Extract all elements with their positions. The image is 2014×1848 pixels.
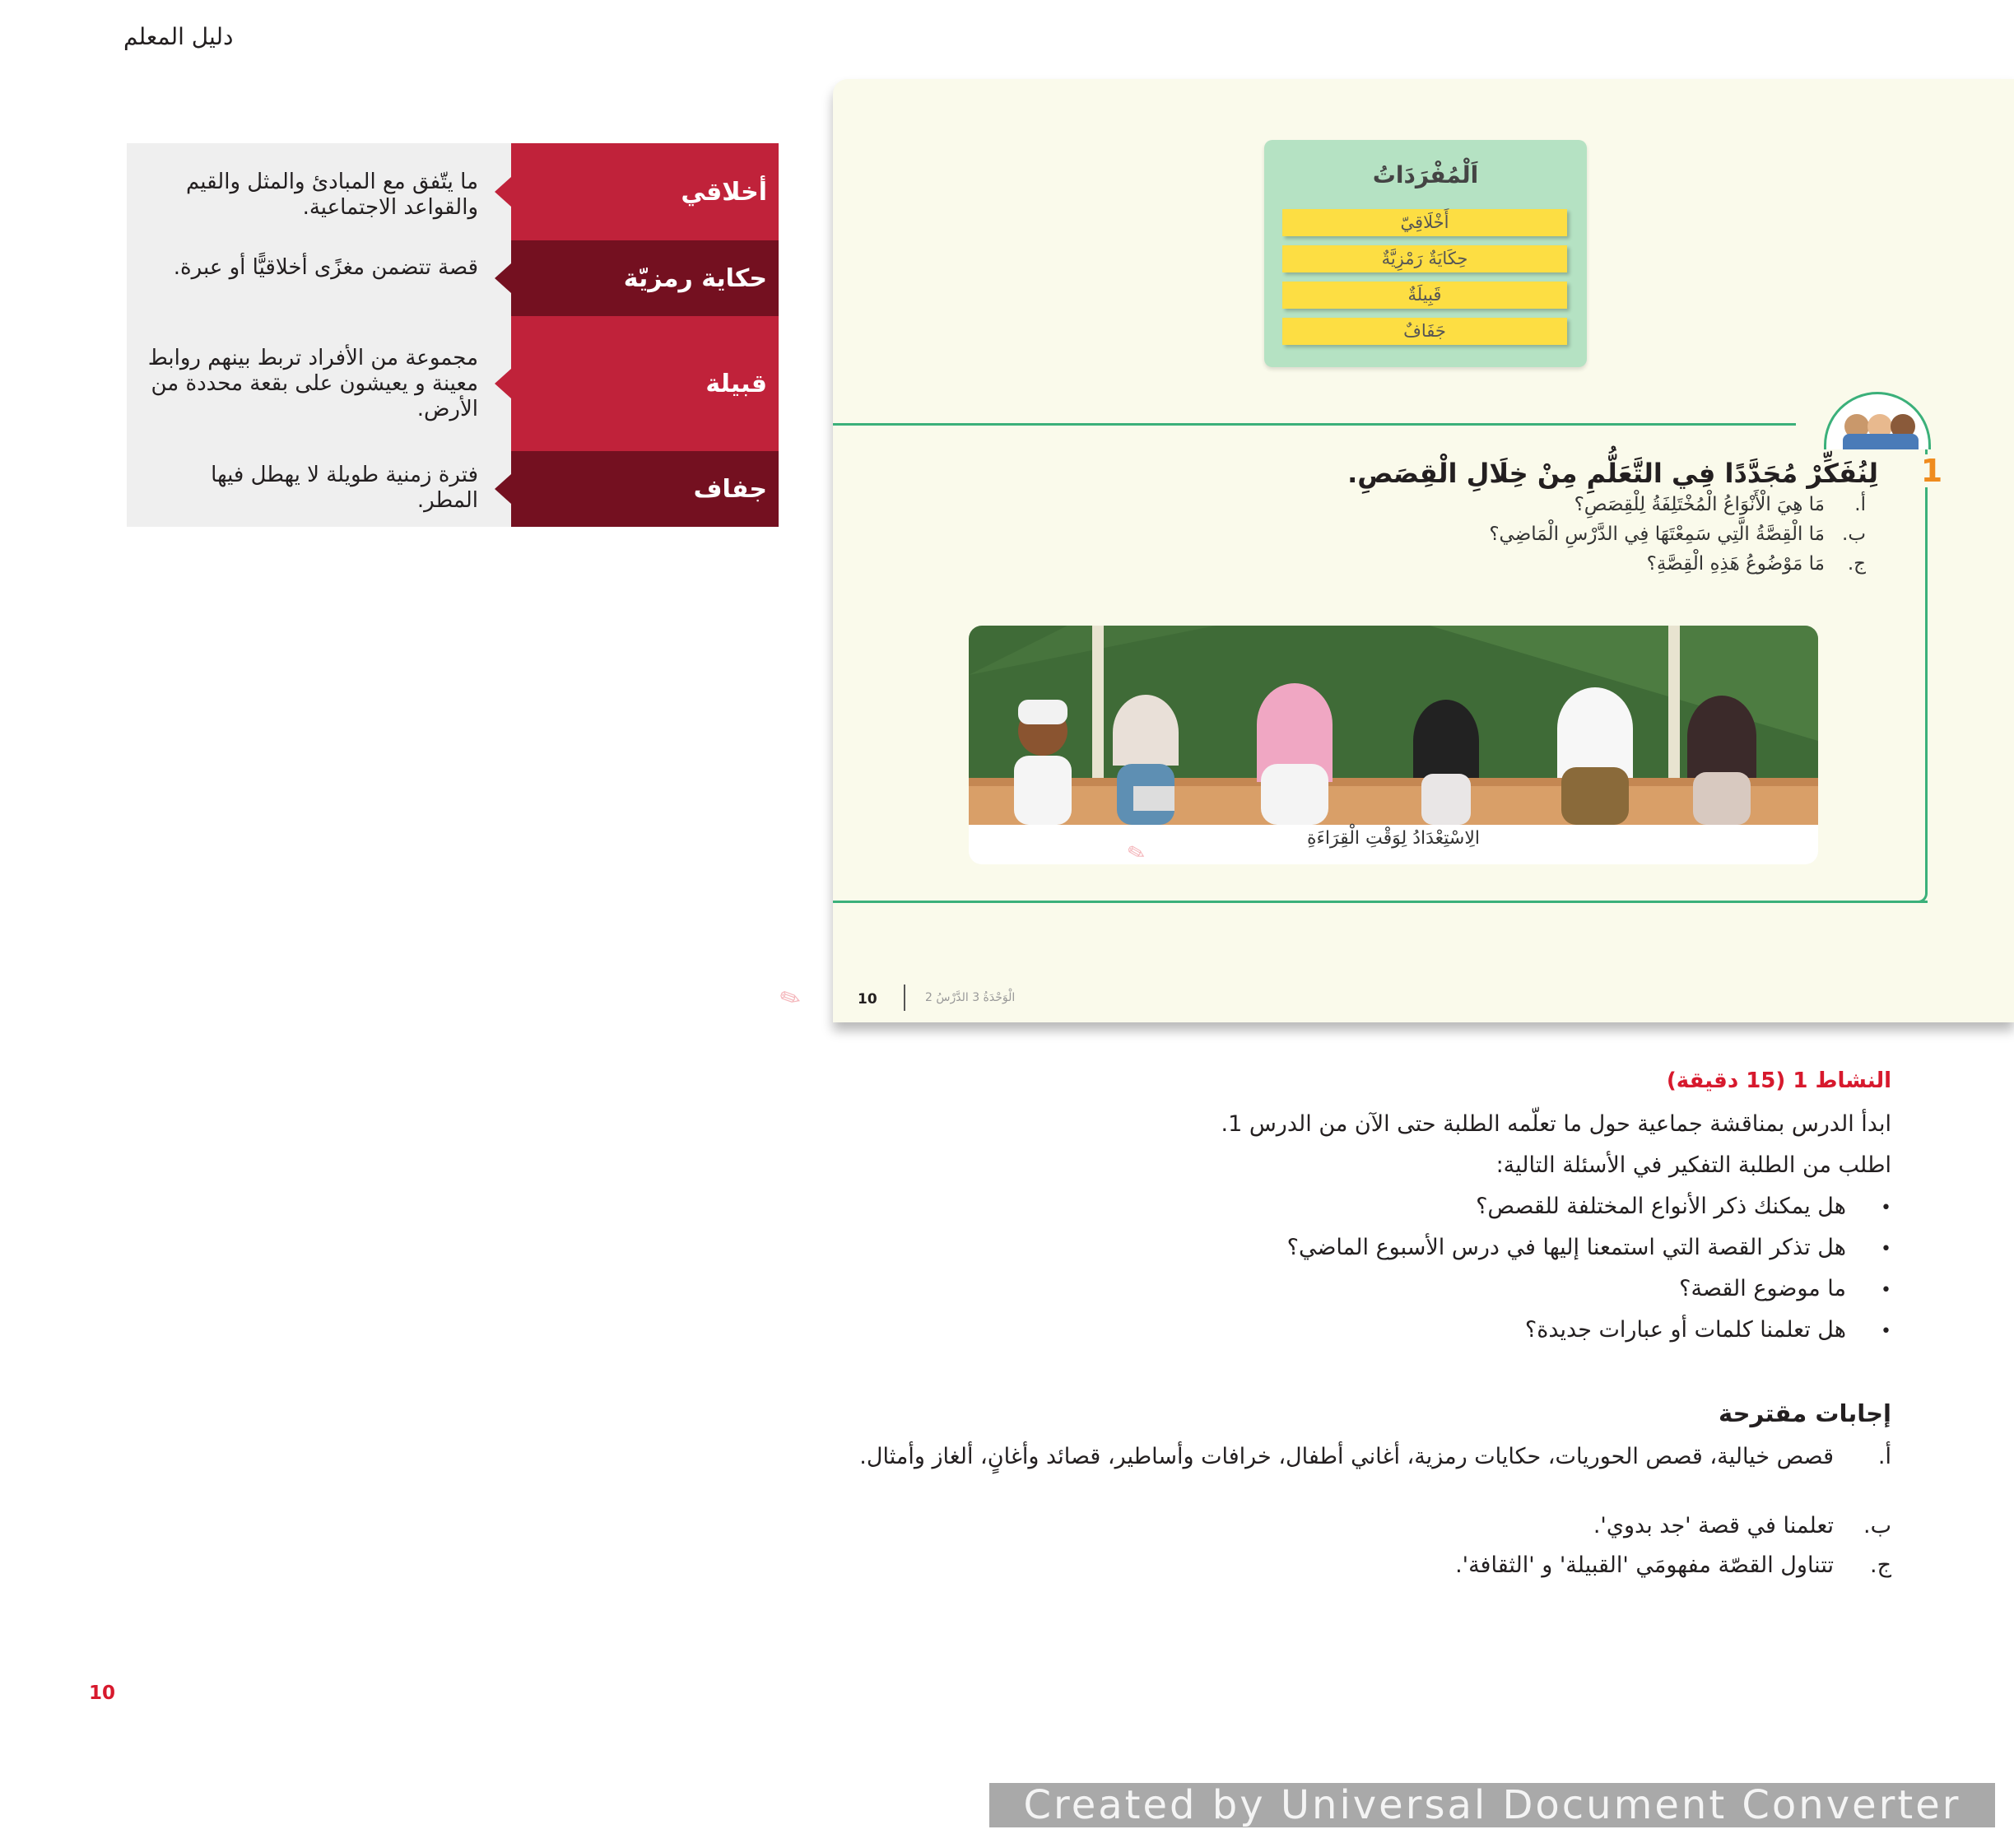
glossary-term: أخلاقي	[511, 143, 779, 240]
textbook-page-number: 10	[858, 991, 877, 1008]
answer-label: ب.	[1863, 1513, 1891, 1538]
answer-item	[823, 1442, 1891, 1472]
answer-label: أ.	[1877, 1444, 1891, 1469]
glossary-definition: ما يتّفق مع المبادئ والمثل والقيم والقواعد الاجتماعية.	[127, 143, 511, 240]
glossary-definition: فترة زمنية طويلة لا يهطل فيها المطر.	[127, 451, 511, 527]
question-text: مَا مَوْضُوعُ هَذِهِ الْقِصَّةِ؟	[1646, 553, 1825, 575]
answers-heading: إجابات مقترحة	[1719, 1399, 1891, 1427]
answer-text: قصص خيالية، قصص الحوريات، حكايات رمزية، أغاني أطفال، خرافات وأساطير، قصائد وأغانٍ، ألغاز وأمثال.	[859, 1444, 1834, 1469]
bullet-item: •هل يمكنك ذكر الأنواع المختلفة للقصص؟	[1476, 1194, 1891, 1219]
answer-item	[823, 1511, 1891, 1541]
page-number: 10	[89, 1683, 116, 1704]
header-title: دليل المعلم	[123, 23, 234, 50]
section-heading: لِنُفَكِّرْ مُجَدَّدًا فِي التَّعَلُّمِ مِنْ خِلَالِ الْقِصَصِ.	[1347, 458, 1878, 489]
glossary-row	[127, 451, 779, 527]
activity-heading: النشاط 1 (15 دقيقة)	[1666, 1068, 1891, 1093]
glossary-row	[127, 316, 779, 451]
textbook-page	[833, 79, 2014, 1022]
converter-watermark-banner: Created by Universal Document Converter	[989, 1783, 1995, 1827]
image-caption: الِاسْتِعْدَادُ لِوَقْتِ الْقِرَاءَةِ	[1306, 828, 1481, 849]
stamp-watermark: ✎	[1124, 839, 1149, 868]
question-label: أ.	[1854, 494, 1866, 515]
section-number: 1	[1915, 454, 1948, 487]
question-text: مَا الْقِصَّةُ الَّتِي سَمِعْتَهَا فِي الدَّرْسِ الْمَاضِي؟	[1489, 524, 1825, 545]
question-item	[1162, 524, 1866, 545]
vocabulary-item: أَخْلَاقِيّ	[1282, 209, 1567, 236]
glossary-row	[127, 143, 779, 240]
bullet-icon: •	[1881, 1198, 1891, 1218]
question-label: ج.	[1847, 553, 1866, 575]
answer-item	[823, 1551, 1891, 1580]
children-reading-image	[969, 626, 1818, 825]
textbook-footer: الْوَحْدَةُ 3 الدَّرْسُ 2	[925, 991, 1016, 1004]
answer-text: تتناول القصّة مفهومَي 'القبيلة' و 'الثقافة'.	[1455, 1552, 1834, 1578]
question-text: مَا هِيَ الْأَنْوَاعُ الْمُخْتَلِفَةُ لِلْقِصَصِ؟	[1574, 494, 1825, 515]
section-divider	[833, 423, 1796, 426]
classroom-illustration	[969, 626, 1818, 864]
glossary-definition: مجموعة من الأفراد تربط بينهم روابط معينة و يعيشون على بقعة محددة من الأرض.	[127, 316, 511, 451]
question-label: ب.	[1842, 524, 1866, 545]
section-divider	[833, 901, 1928, 903]
vocabulary-item: حِكَايَةٌ رَمْزِيَّةٌ	[1282, 245, 1567, 272]
vocabulary-title: اَلْمُفْرَدَاتُ	[1372, 161, 1479, 189]
glossary-term: حكاية رمزيّة	[511, 240, 779, 316]
vocabulary-box	[1264, 140, 1587, 367]
question-item	[1162, 494, 1866, 515]
answer-label: ج.	[1869, 1552, 1891, 1578]
bullet-item: •ما موضوع القصة؟	[1679, 1276, 1891, 1301]
bullet-item: •هل تعلمنا كلمات أو عبارات جديدة؟	[1524, 1317, 1891, 1343]
vocabulary-item: قَبِيلَةٌ	[1282, 282, 1567, 309]
glossary-term: قبيلة	[511, 316, 779, 451]
stamp-watermark: ✎	[774, 981, 807, 1017]
discussion-badge-icon	[1824, 392, 1931, 449]
vocabulary-item: جَفَافٌ	[1282, 318, 1567, 345]
activity-prompt: اطلب من الطلبة التفكير في الأسئلة التالية:	[1495, 1152, 1891, 1178]
glossary-term: جفاف	[511, 451, 779, 527]
bullet-icon: •	[1881, 1239, 1891, 1259]
glossary-definition: قصة تتضمن مغزًى أخلاقيًّا أو عبرة.	[127, 240, 511, 316]
question-item	[1162, 553, 1866, 575]
bullet-icon: •	[1881, 1321, 1891, 1342]
glossary-row	[127, 240, 779, 316]
activity-intro: ابدأ الدرس بمناقشة جماعية حول ما تعلّمه الطلبة حتى الآن من الدرس 1.	[1221, 1111, 1891, 1137]
footer-separator	[904, 985, 905, 1011]
answer-text: تعلمنا في قصة 'جد بدوي'.	[1593, 1513, 1834, 1538]
bullet-item: •هل تذكر القصة التي استمعنا إليها في درس الأسبوع الماضي؟	[1286, 1235, 1891, 1260]
bullet-icon: •	[1881, 1280, 1891, 1301]
